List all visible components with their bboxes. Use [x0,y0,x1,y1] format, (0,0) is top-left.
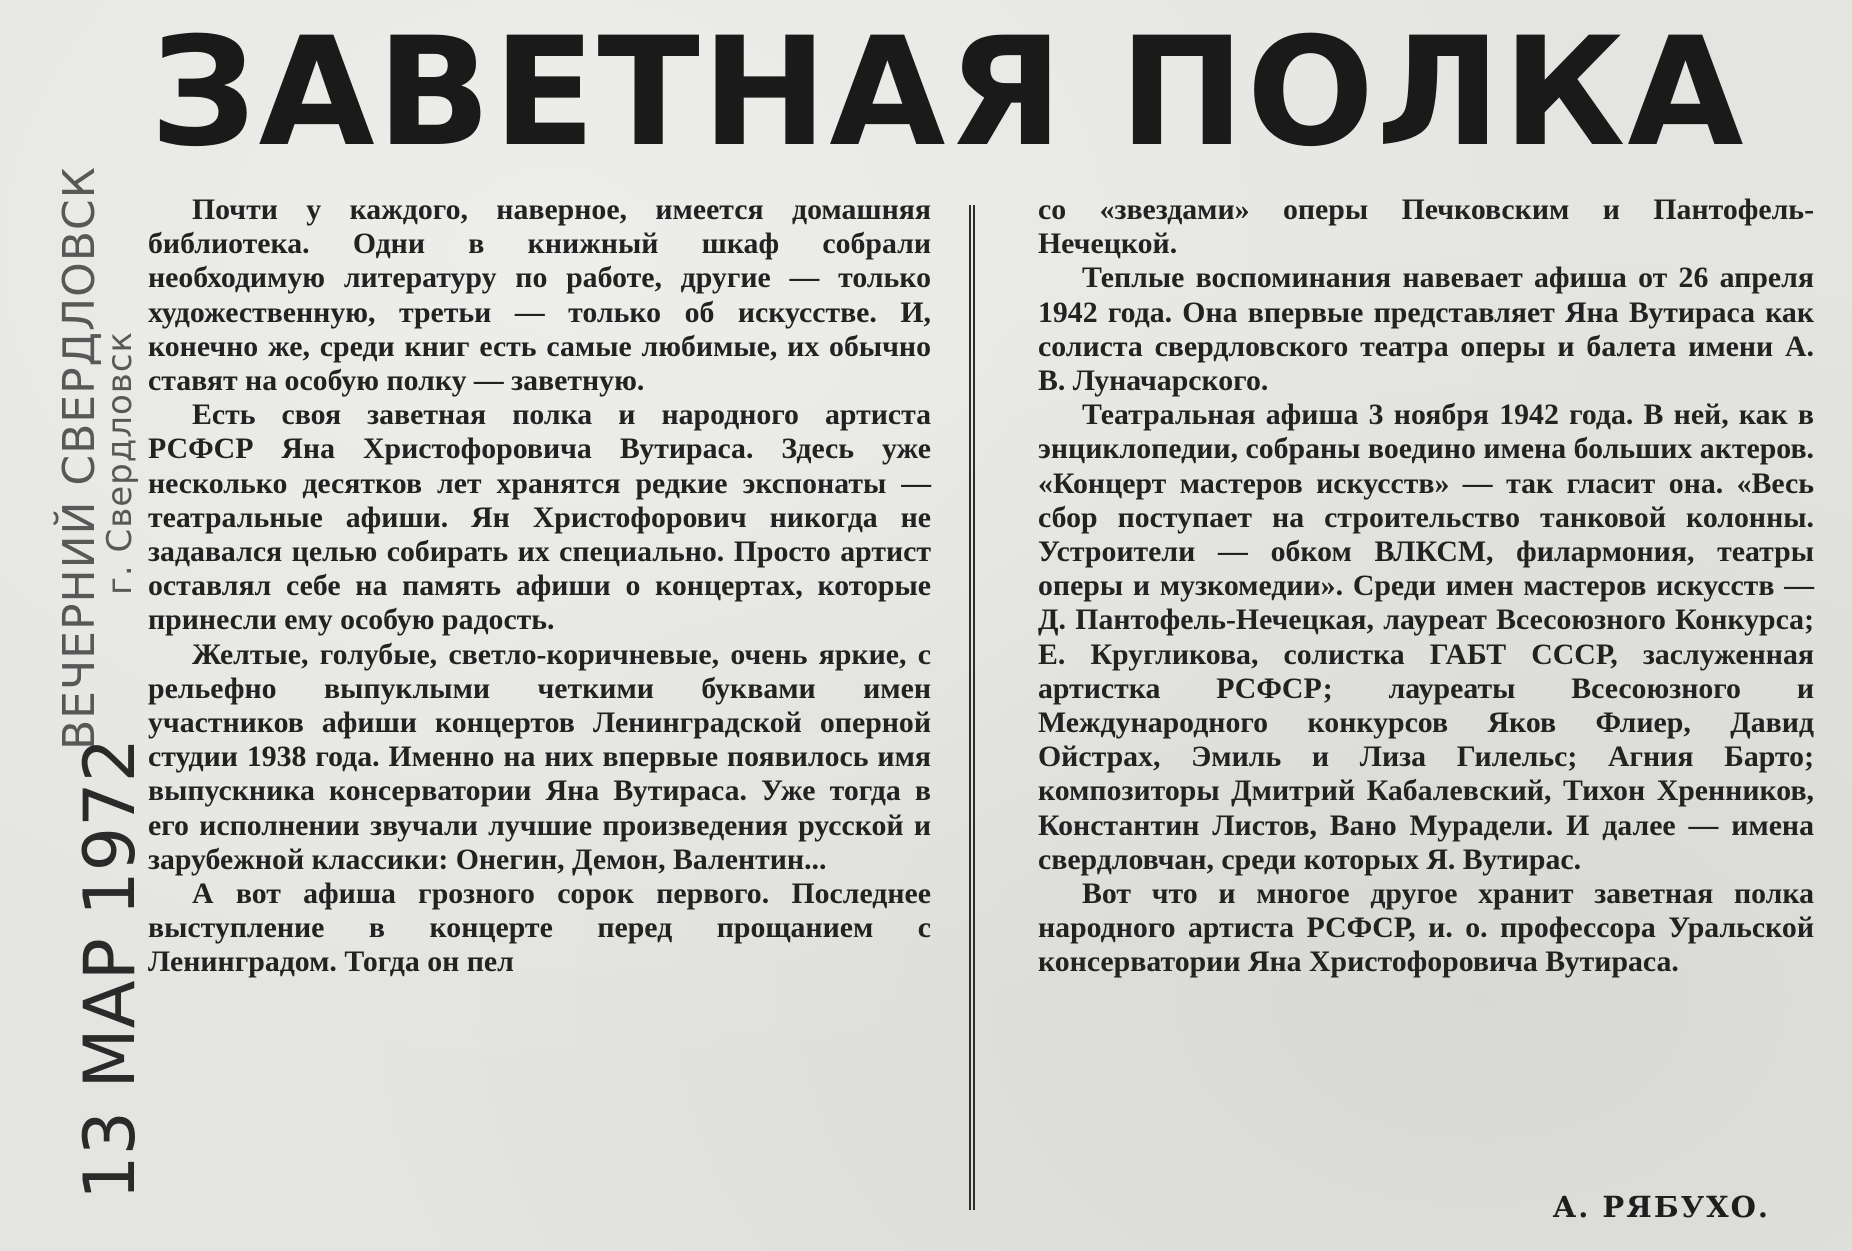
paragraph: Есть своя заветная полка и народного артиста РСФСР Яна Христофоровича Вутираса. Здесь уже несколько десятков лет хранятся редкие экспонаты — театральные афиши. Ян Христофорович никогда не задавался целью собирать их специально. Просто артист оставлял себе на память афиши о концертах, которые принесли ему особую радость. [148,398,931,637]
author-signature: А. РЯБУХО. [1552,1190,1770,1224]
paragraph: Вот что и многое другое хранит заветная полка народного артиста РСФСР, и. о. профессора Уральской консерватории Яна Христофоровича Вутираса. [1038,877,1814,979]
paragraph: Теплые воспоминания навевает афиша от 26 апреля 1942 года. Она впервые представляет Яна Вутираса как солиста свердловского театра оперы и балета имени А. В. Луначарского. [1038,261,1814,398]
city-stamp: г. Свердловск [100,330,140,595]
article-left-column [148,193,931,980]
article-headline: ЗАВЕТНАЯ ПОЛКА [150,6,1746,180]
paragraph: Желтые, голубые, светло-коричневые, очень яркие, с рельефно выпуклыми четкими буквами имен участников афиши концертов Ленинградской оперной студии 1938 года. Именно на них впервые появилось имя выпускника консерватории Яна Вутираса. Уже тогда в его исполнении звучали лучшие произведения русской и зарубежной классики: Онегин, Демон, Валентин... [148,637,931,876]
column-divider [969,205,975,1210]
paragraph: А вот афиша грозного сорок первого. Последнее выступление в концерте перед прощанием с Ленинградом. Тогда он пел [148,877,931,979]
paragraph: со «звездами» оперы Печковским и Пантофель-Нечецкой. [1038,193,1814,261]
publication-stamp: ВЕЧЕРНИЙ СВЕРДЛОВСК [54,166,105,750]
article-right-column [1038,193,1814,980]
paragraph: Театральная афиша 3 ноября 1942 года. В ней, как в энциклопедии, собраны воедино имена больших актеров. «Концерт мастеров искусств» — так гласит она. «Весь сбор поступает на строительство танковой колонны. Устроители — обком ВЛКСМ, филармония, театры оперы и музкомедии». Среди имен мастеров искусств — Д. Пантофель-Нечецкая, лауреат Всесоюзного Конкурса; Е. Кругликова, солистка ГАБТ СССР, заслуженная артистка РСФСР; лауреаты Всесоюзного и Международного конкурсов Яков Флиер, Давид Ойстрах, Эмиль и Лиза Гилельс; Агния Барто; композиторы Дмитрий Кабалевский, Тихон Хренников, Константин Листов, Вано Мурадели. И далее — имена свердловчан, среди которых Я. Вутирас. [1038,398,1814,876]
paragraph: Почти у каждого, наверное, имеется домашняя библиотека. Одни в книжный шкаф собрали необходимую литературу по работе, другие — только художественную, третьи — только об искусстве. И, конечно же, среди книг есть самые любимые, их обычно ставят на особую полку — заветную. [148,193,931,398]
date-stamp: 13 МАР 1972 [69,737,151,1200]
